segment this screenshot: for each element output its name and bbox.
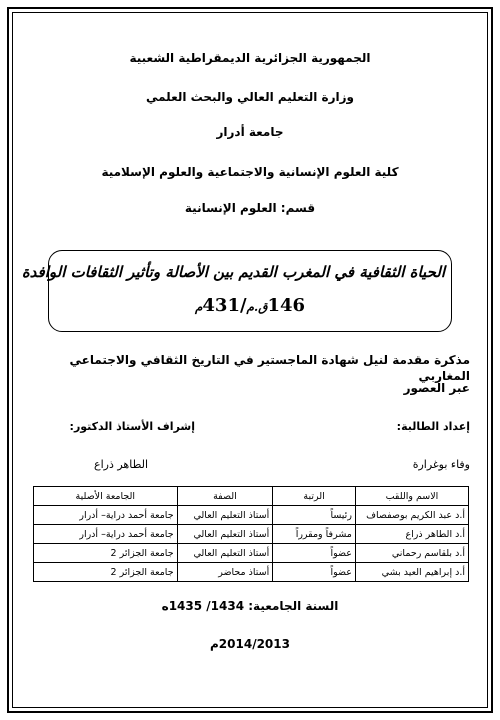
member-rank: رئيساً [273,506,356,525]
table-row [34,525,469,544]
member-name: أ.د الطاهر ذراع [355,525,468,544]
table-row [34,506,469,525]
member-role: أستاذ التعليم العالي [177,544,273,563]
academic-year-gregorian: 2014/2013م [210,637,290,651]
memo-line-2: عبر العصور [403,381,470,395]
member-university: جامعة الجزائر 2 [34,563,178,582]
table-row [34,563,469,582]
ministry-name: وزارة التعليم العالي والبحث العلمي [145,90,355,104]
member-role: أستاذ التعليم العالي [177,506,273,525]
member-rank: عضواً [273,563,356,582]
member-university: جامعة أحمد دراية– أدرار [34,525,178,544]
table-header-row [34,487,469,506]
period-start-year: 146 [267,295,306,316]
member-name: أ.د عبد الكريم بوصفصاف [355,506,468,525]
period-start-unit: ق.م [246,300,268,314]
column-header-rank: الرتبة [273,487,356,506]
column-header-name: الاسم واللقب [355,487,468,506]
member-university: جامعة أحمد دراية– أدرار [34,506,178,525]
department-name: قسم: العلوم الإنسانية [184,201,316,215]
thesis-title-box [21,250,452,332]
student-name: وفاء بوغرارة [412,458,470,471]
member-role: أستاذ محاضر [177,563,273,582]
column-header-role: الصفة [177,487,273,506]
member-university: جامعة الجزائر 2 [34,544,178,563]
memo-line-1: مذكرة مقدمة لنيل شهادة الماجستير في التاريخ الثقافي والاجتماعي المغاربي [69,353,470,383]
faculty-name: كلية العلوم الإنسانية والاجتماعية والعلوم الإسلامية [101,165,399,179]
member-name: أ.د بلقاسم رحماني [355,544,468,563]
thesis-title: الحياة الثقافية في المغرب القديم بين الأصالة وتأثير الثقافات الوافدة [21,263,445,281]
member-rank: عضواً [273,544,356,563]
supervisor-name: الطاهر ذراع [94,458,148,471]
table-row [34,544,469,563]
republic-name: الجمهورية الجزائرية الديمقراطية الشعبية [129,51,371,65]
member-role: أستاذ التعليم العالي [177,525,273,544]
university-name: جامعة أدرار [216,125,284,139]
column-header-university: الجامعة الأصلية [34,487,178,506]
supervisor-label: إشراف الأستاذ الدكتور: [69,420,195,433]
student-label: إعداد الطالبة: [396,420,470,433]
member-name: أ.د إبراهيم العيد بشي [355,563,468,582]
member-rank: مشرفاً ومقرراً [273,525,356,544]
academic-year-hijri: السنة الجامعية: 1434/ 1435ه [161,599,339,613]
period-end-year: 431 [202,295,240,316]
period-end-unit: م [194,300,203,314]
committee-table [33,486,469,582]
thesis-period: 146ق.م/431م [194,295,306,316]
